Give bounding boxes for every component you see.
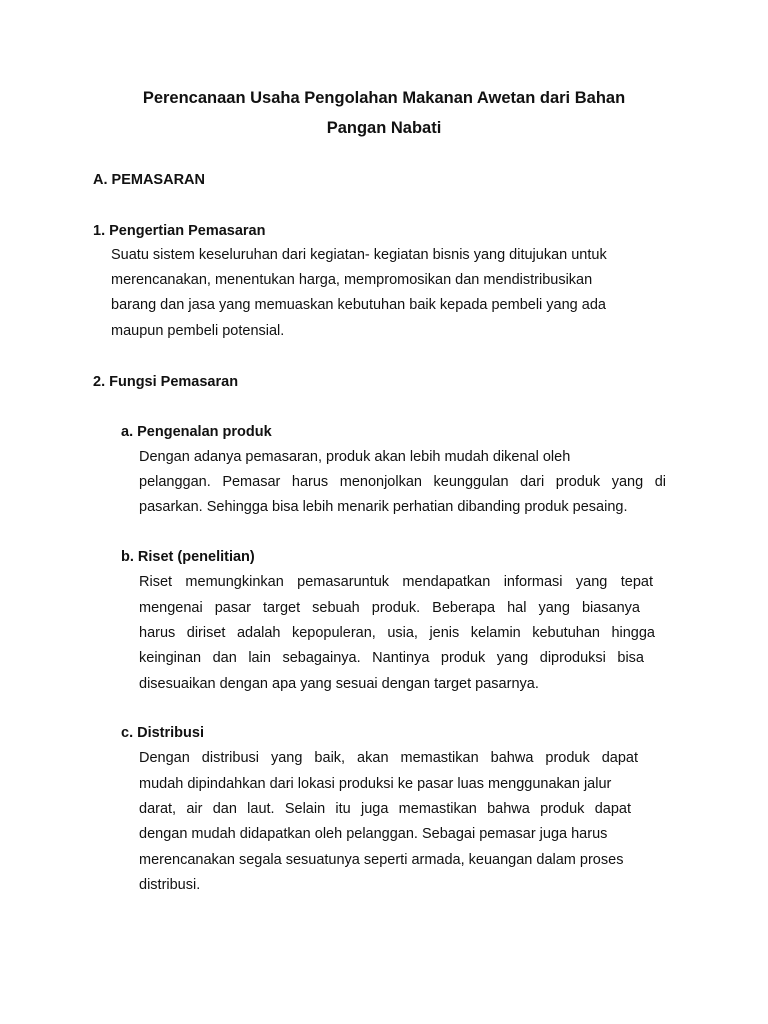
paragraph-line: mudah dipindahkan dari lokasi produksi ke pasar luas menggunakan jalur — [139, 776, 612, 792]
subheading-riset: b. Riset (penelitian) — [121, 549, 255, 565]
paragraph-line: keinginan dan lain sebagainya. Nantinya produk yang diproduksi bisa — [139, 650, 644, 666]
paragraph-line: mengenai pasar target sebuah produk. Beberapa hal yang biasanya — [139, 600, 640, 616]
paragraph-line: Dengan distribusi yang baik, akan memastikan bahwa produk dapat — [139, 750, 638, 766]
item-heading-fungsi: 2. Fungsi Pemasaran — [93, 374, 239, 390]
paragraph-line: pelanggan. Pemasar harus menonjolkan keunggulan dari produk yang di — [139, 474, 666, 490]
document-title-line-1: Perencanaan Usaha Pengolahan Makanan Awetan dari Bahan — [142, 89, 626, 107]
section-heading-pemasaran: A. PEMASARAN — [93, 172, 205, 188]
paragraph-line: Riset memungkinkan pemasaruntuk mendapatkan informasi yang tepat — [139, 574, 653, 590]
document-title-line-2: Pangan Nabati — [326, 119, 442, 137]
subheading-distribusi: c. Distribusi — [121, 725, 204, 741]
paragraph-line: disesuaikan dengan apa yang sesuai dengan target pasarnya. — [139, 676, 539, 692]
paragraph-line: merencanakan segala sesuatunya seperti armada, keuangan dalam proses — [139, 852, 624, 868]
paragraph-line: distribusi. — [139, 877, 201, 893]
subheading-pengenalan-produk: a. Pengenalan produk — [121, 424, 272, 440]
paragraph-line: pasarkan. Sehingga bisa lebih menarik perhatian dibanding produk pesaing. — [139, 499, 628, 515]
paragraph-line: Suatu sistem keseluruhan dari kegiatan- kegiatan bisnis yang ditujukan untuk — [111, 247, 607, 263]
paragraph-line: dengan mudah didapatkan oleh pelanggan. Sebagai pemasar juga harus — [139, 826, 608, 842]
item-heading-pengertian: 1. Pengertian Pemasaran — [93, 223, 266, 239]
paragraph-line: barang dan jasa yang memuaskan kebutuhan baik kepada pembeli yang ada — [111, 297, 606, 313]
paragraph-line: merencanakan, menentukan harga, mempromosikan dan mendistribusikan — [111, 272, 593, 288]
paragraph-line: Dengan adanya pemasaran, produk akan lebih mudah dikenal oleh — [139, 449, 571, 465]
paragraph-line: darat, air dan laut. Selain itu juga memastikan bahwa produk dapat — [139, 801, 631, 817]
paragraph-line: maupun pembeli potensial. — [111, 323, 285, 339]
paragraph-line: harus diriset adalah kepopuleran, usia, jenis kelamin kebutuhan hingga — [139, 625, 655, 641]
